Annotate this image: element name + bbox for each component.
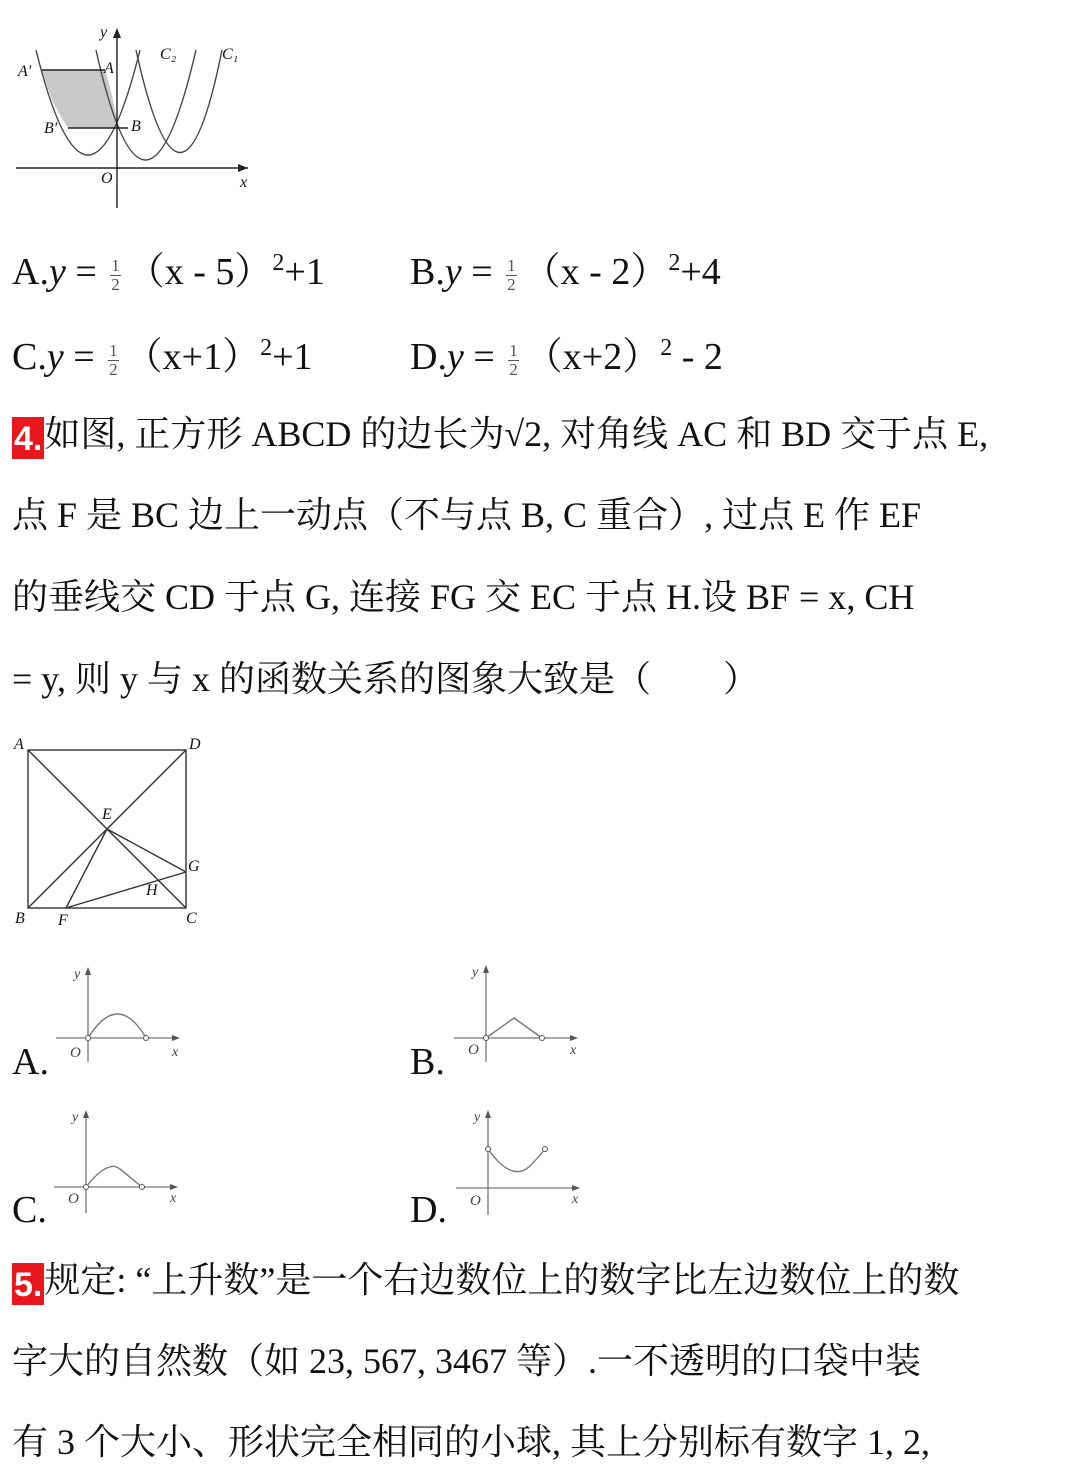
point-b-label: B [131,118,141,135]
label-b: B [15,910,25,927]
graph-option-c[interactable] [50,1103,190,1218]
svg-text:O: O [68,1191,79,1207]
svg-text:x: x [572,1192,579,1207]
exponent: 2 [272,250,285,276]
svg-text:y: y [72,1110,79,1125]
exponent: 2 [668,250,681,276]
inner: （x - 2） [522,251,669,293]
var: y [46,336,64,378]
point-a-prime-label: A′ [18,63,32,80]
fraction-half: $\frac{1}{2}$ [507,255,516,294]
label-h: H [146,882,158,899]
curve-c2-label: C₂ [160,46,177,63]
q4-line-2: 点 F 是 BC 边上一动点（不与点 B, C 重合）, 过点 E 作 EF [12,495,922,535]
svg-text:x: x [172,1045,179,1060]
x-axis-label: x [240,174,248,191]
label-g: G [188,858,200,875]
svg-text:O: O [470,1193,481,1209]
label-a: A [14,736,24,753]
option-letter: A. [12,251,49,293]
svg-text:y: y [472,965,479,980]
inner: （x+1） [124,336,261,378]
option-letter: B. [410,251,445,293]
q5-line-3: 有 3 个大小、形状完全相同的小球, 其上分别标有数字 1, 2, [12,1422,931,1462]
question-number-badge: 4. [12,417,44,459]
label-f: F [58,912,68,929]
point-b-prime-label: B′ [44,120,58,137]
text: 规定: “上升数”是一个右边数位上的数字比左边数位上的数 [44,1260,960,1300]
fraction-half: $\frac{1}{2}$ [111,255,120,294]
svg-text:x: x [570,1043,577,1058]
point-a-label: A [104,60,114,77]
origin-label: O [101,170,113,187]
tail: - 2 [672,336,723,378]
q4-line-3: 的垂线交 CD 于点 G, 连接 FG 交 EC 于点 H.设 BF = x, CH [12,577,915,617]
var: y [48,251,66,293]
svg-text:y: y [74,967,81,982]
fraction-half: $\frac{1}{2}$ [509,340,518,379]
label-e: E [102,806,112,823]
equals: = [65,251,107,293]
graph-option-a[interactable] [50,960,190,1065]
graph-option-b[interactable] [450,958,590,1063]
option-letter: D. [410,336,447,378]
graph-option-a-letter[interactable]: A. [12,1041,49,1083]
exponent: 2 [260,335,273,361]
graph-option-d[interactable] [450,1103,590,1218]
equals: = [463,336,505,378]
var: y [446,336,464,378]
y-axis-label: y [100,24,108,41]
tail: +1 [272,336,313,378]
svg-text:x: x [170,1191,177,1206]
q3-option-c[interactable] [12,328,313,379]
question-number-badge: 5. [12,1263,44,1305]
graph-option-c-letter[interactable]: C. [12,1189,47,1231]
inner: （x - 5） [126,251,273,293]
tail: +1 [284,251,325,293]
equals: = [63,336,105,378]
svg-text:O: O [468,1042,479,1058]
q4-line-1 [12,414,988,459]
q5-line-1 [12,1260,959,1305]
curve-c1-label: C₁ [222,46,239,63]
q3-option-d[interactable] [410,328,723,379]
exponent: 2 [660,335,673,361]
var: y [444,251,462,293]
label-d: D [189,736,201,753]
inner: （x+2） [524,336,661,378]
label-c: C [186,910,197,927]
svg-text:O: O [70,1045,81,1061]
q4-line-4: = y, 则 y 与 x 的函数关系的图象大致是（ ） [12,659,759,699]
graph-option-b-letter[interactable]: B. [410,1041,445,1083]
q3-option-a[interactable] [12,243,325,294]
q3-option-b[interactable] [410,243,721,294]
equals: = [461,251,503,293]
svg-text:y: y [474,1110,481,1125]
option-letter: C. [12,336,47,378]
text: 如图, 正方形 ABCD 的边长为√2, 对角线 AC 和 BD 交于点 E, [44,414,989,454]
square-geometry-figure [0,730,220,940]
tail: +4 [680,251,721,293]
graph-option-d-letter[interactable]: D. [410,1189,447,1231]
fraction-half: $\frac{1}{2}$ [109,340,118,379]
q5-line-2: 字大的自然数（如 23, 567, 3467 等）.一不透明的口袋中装 [12,1341,922,1381]
